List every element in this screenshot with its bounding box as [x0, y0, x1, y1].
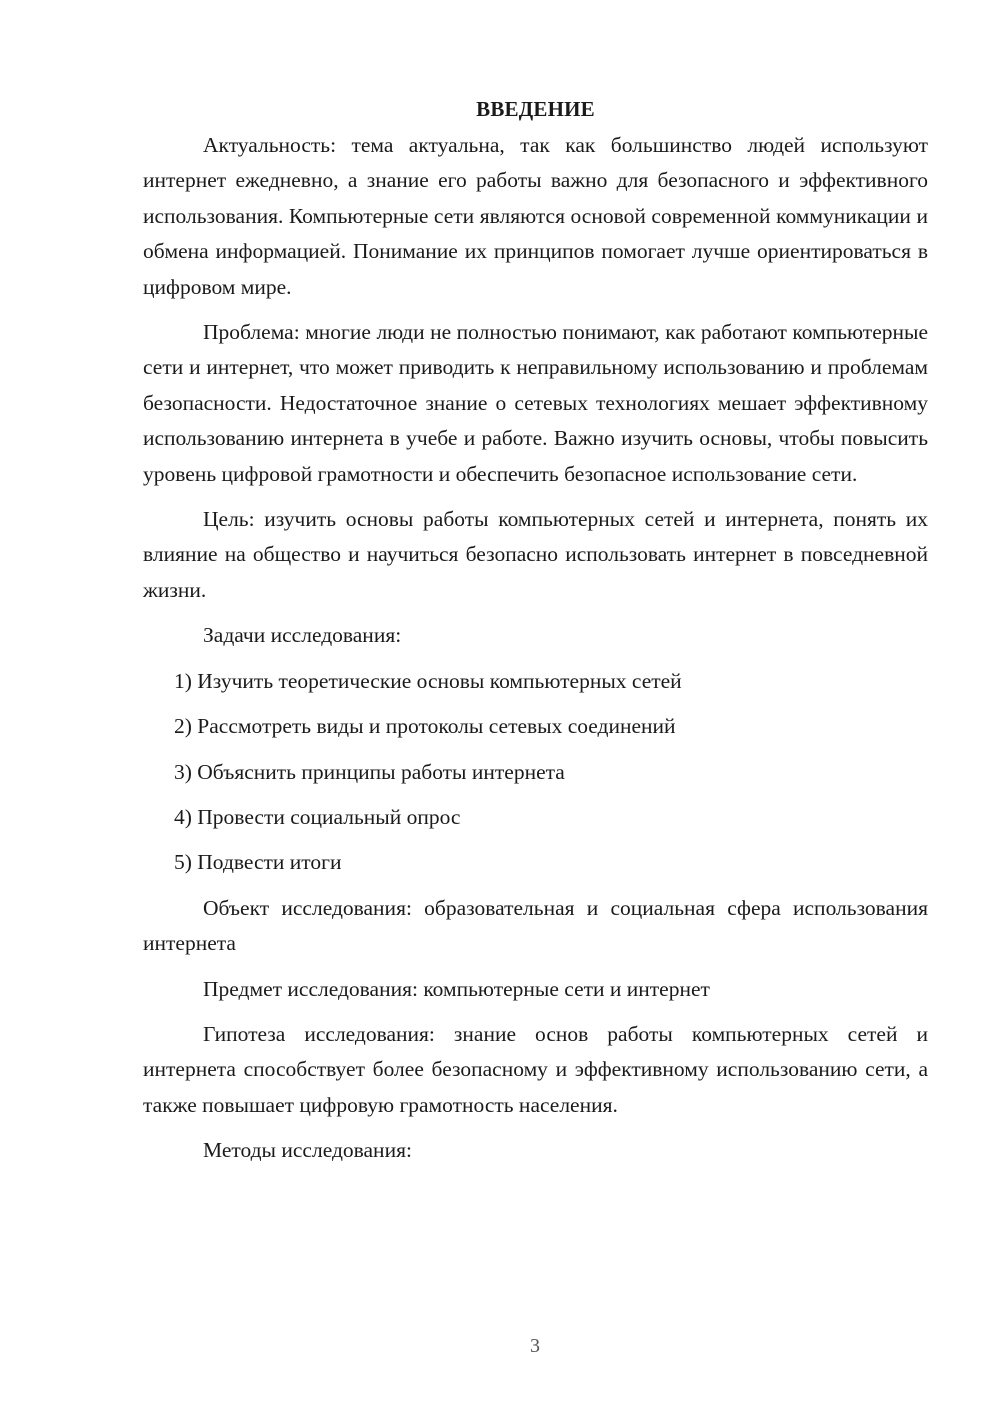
task-item: 1) Изучить теоретические основы компьютерных сетей	[174, 668, 682, 693]
task-item: 2) Рассмотреть виды и протоколы сетевых соединений	[174, 714, 676, 739]
task-item: 4) Провести социальный опрос	[174, 804, 461, 829]
paragraph-hypothesis: Гипотеза исследования: знание основ работы компьютерных сетей и интернета способствует более безопасному и эффективному использованию сети, а также повышает цифровую грамотность населения.	[143, 1021, 928, 1117]
paragraph-methods-intro: Методы исследования:	[203, 1138, 412, 1163]
paragraph-tasks-intro: Задачи исследования:	[203, 623, 402, 648]
task-item: 3) Объяснить принципы работы интернета	[174, 759, 565, 784]
task-list	[143, 664, 928, 881]
page-number: 3	[530, 1335, 540, 1357]
paragraph-goal: Цель: изучить основы работы компьютерных сетей и интернета, понять их влияние на общество и научиться безопасно использовать интернет в повседневной жизни.	[143, 507, 928, 602]
paragraph-problem: Проблема: многие люди не полностью понимают, как работают компьютерные сети и интернет, что может приводить к неправильному использованию и проблемам безопасности. Недостаточное знание о сетевых технологиях мешает эффективному использованию интернета в учебе и работе. Важно изучить основы, чтобы повысить уровень цифровой грамотности и обеспечить безопасное использование сети.	[143, 320, 928, 486]
paragraph-subject: Предмет исследования: компьютерные сети и интернет	[203, 976, 710, 1001]
paragraph-relevance: Актуальность: тема актуальна, так как большинство людей используют интернет ежедневно, а знание его работы важно для безопасного и эффективного использования. Компьютерные сети являются основой современной коммуникации и обмена информацией. Понимание их принципов помогает лучше ориентироваться в цифровом мире.	[143, 133, 928, 299]
document-page	[143, 92, 928, 1179]
task-item: 5) Подвести итоги	[174, 850, 342, 875]
paragraph-object: Объект исследования: образовательная и социальная сфера использования интернета	[143, 895, 928, 956]
section-heading: ВВЕДЕНИЕ	[476, 97, 595, 121]
